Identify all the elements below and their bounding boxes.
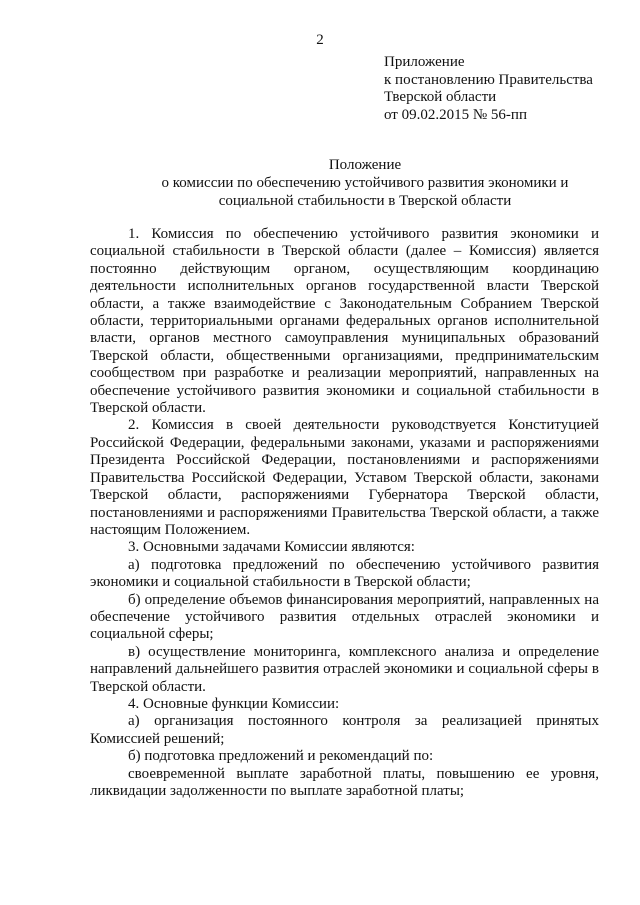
- paragraph-4b-item: своевременной выплате заработной платы, повышению ее уровня, ликвидации задолженности по выплате заработной платы;: [90, 765, 599, 799]
- paragraph-3c: в) осуществление мониторинга, комплексного анализа и определение направлений дальнейшего развития отраслей экономики и социальной сферы в Тверской области.: [90, 643, 599, 695]
- appendix-region: Тверской области: [384, 89, 497, 105]
- paragraph-1: 1. Комиссия по обеспечению устойчивого развития экономики и социальной стабильности в Тверской области (далее – Комиссия) является постоянно действующим органом, осуществляющим координацию деятельности исполнительных органов государственной власти Тверской области, а также взаимодействие с Законодательным Собранием Тверской области, территориальными органами федеральных органов исполнительной власти, органов местного самоуправления муниципальных образований Тверской области, общественными организациями, предпринимательским сообществом при разработке и реализации мероприятий, направленных на обеспечение устойчивого развития экономики и социальной стабильности в Тверской области.: [90, 226, 599, 417]
- paragraph-3a: а) подготовка предложений по обеспечению устойчивого развития экономики и социальной стабильности в Тверской области;: [90, 556, 599, 591]
- appendix-block: [384, 54, 593, 124]
- document-body: [90, 226, 599, 800]
- paragraph-3b: б) определение объемов финансирования мероприятий, направленных на обеспечение устойчивого развития отдельных отраслей экономики и социальной сферы;: [90, 591, 599, 643]
- title-line-2: о комиссии по обеспечению устойчивого развития экономики и: [161, 175, 569, 191]
- document-title: [90, 156, 640, 210]
- title-line-1: Положение: [328, 157, 402, 173]
- appendix-label: Приложение: [384, 54, 465, 70]
- appendix-resolution-ref: к постановлению Правительства: [384, 71, 593, 88]
- title-line-3: социальной стабильности в Тверской области: [218, 193, 512, 209]
- paragraph-4b: б) подготовка предложений и рекомендаций по:: [128, 748, 434, 765]
- page-number: 2: [316, 32, 324, 48]
- paragraph-3: 3. Основными задачами Комиссии являются:: [128, 539, 415, 556]
- appendix-date-number: от 09.02.2015 № 56-пп: [384, 106, 527, 123]
- paragraph-4a: а) организация постоянного контроля за реализацией принятых Комиссией решений;: [90, 713, 599, 747]
- paragraph-2: 2. Комиссия в своей деятельности руководствуется Конституцией Российской Федерации, федеральными законами, указами и распоряжениями Президента Российской Федерации, постановлениями и распоряжениями Правительства Российской Федерации, Уставом Тверской области, законами Тверской области, распоряжениями Губернатора Тверской области, постановлениями и распоряжениями Правительства Тверской области, а также настоящим Положением.: [90, 417, 599, 538]
- paragraph-4: 4. Основные функции Комиссии:: [128, 695, 340, 712]
